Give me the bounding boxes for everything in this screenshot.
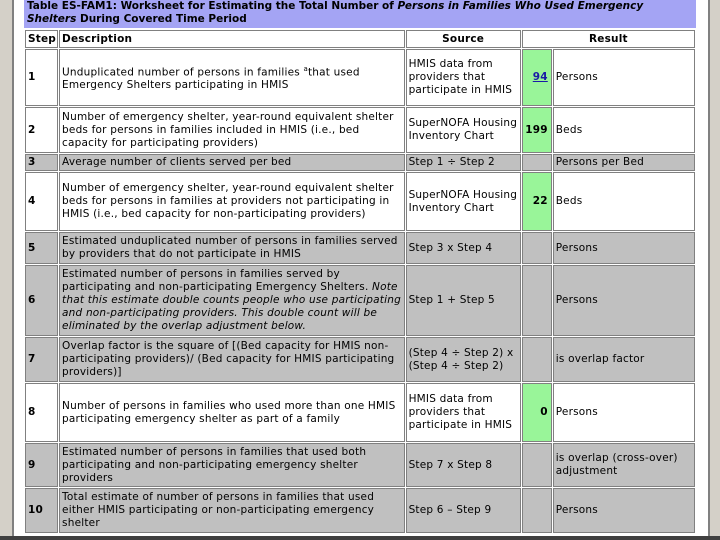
- step-description: [59, 337, 405, 382]
- header-step: Step: [25, 30, 58, 48]
- title-suffix: During Covered Time Period: [76, 13, 247, 25]
- result-unit: Persons per Bed: [553, 154, 695, 171]
- result-value: [522, 488, 552, 533]
- header-result: Result: [522, 30, 695, 48]
- step-description: [59, 488, 405, 533]
- table-title: [24, 0, 696, 28]
- result-value: [522, 154, 552, 171]
- result-unit: is overlap (cross-over) adjustment: [553, 443, 695, 487]
- step-description: [59, 265, 405, 336]
- header-row: [25, 30, 695, 48]
- step-source: Step 1 ÷ Step 2: [406, 154, 521, 171]
- step-description: [59, 49, 405, 106]
- step-source: Step 7 x Step 8: [406, 443, 521, 487]
- step-source: Step 3 x Step 4: [406, 232, 521, 264]
- result-value[interactable]: 22: [522, 172, 552, 231]
- step-number: 7: [25, 337, 58, 382]
- step-description: [59, 172, 405, 231]
- step-number: 9: [25, 443, 58, 487]
- description-text: Estimated number of persons in families served by participating and non-participating Emergency Shelters.: [62, 268, 369, 293]
- step-number: 1: [25, 49, 58, 106]
- step-number: 8: [25, 383, 58, 442]
- step-source: HMIS data from providers that participate in HMIS: [406, 49, 521, 106]
- step-description: [59, 154, 405, 171]
- bottom-bar: [0, 536, 720, 540]
- result-unit: Persons: [553, 265, 695, 336]
- result-value-link[interactable]: 94: [532, 71, 548, 83]
- description-text: Number of emergency shelter, year-round equivalent shelter beds for persons in families included in HMIS (i.e., bed capacity for participating providers): [62, 110, 394, 149]
- table-row: [25, 337, 695, 382]
- table-row: [25, 383, 695, 442]
- header-source: Source: [406, 30, 521, 48]
- result-value: [522, 443, 552, 487]
- result-value: [522, 337, 552, 382]
- step-source: SuperNOFA Housing Inventory Chart: [406, 172, 521, 231]
- step-number: 6: [25, 265, 58, 336]
- step-number: 2: [25, 107, 58, 153]
- step-source: Step 6 – Step 9: [406, 488, 521, 533]
- result-value: [522, 265, 552, 336]
- step-number: 4: [25, 172, 58, 231]
- result-unit: is overlap factor: [553, 337, 695, 382]
- description-text: Unduplicated number of persons in families: [62, 66, 304, 79]
- step-source: (Step 4 ÷ Step 2) x (Step 4 ÷ Step 2): [406, 337, 521, 382]
- description-text: Number of persons in families who used more than one HMIS participating emergency shelter as part of a family: [62, 399, 396, 425]
- description-text-cont: that used Emergency Shelters participating in HMIS: [62, 66, 360, 92]
- worksheet-table: [24, 29, 696, 534]
- title-text: Table ES-FAM1: Worksheet for Estimating the Total Number of: [27, 0, 398, 12]
- table-row: [25, 488, 695, 533]
- step-number: 3: [25, 154, 58, 171]
- result-value[interactable]: [522, 49, 552, 106]
- result-unit: Beds: [553, 172, 695, 231]
- description-text: Estimated unduplicated number of persons in families served by providers that do not participate in HMIS: [62, 235, 398, 260]
- title-italic: Persons in Families Who Used Emergency Shelters: [27, 0, 644, 25]
- step-description: [59, 107, 405, 153]
- table-row: [25, 49, 695, 106]
- step-number: 5: [25, 232, 58, 264]
- footnote-marker: a: [303, 64, 308, 73]
- result-value[interactable]: 0: [522, 383, 552, 442]
- description-note: Note that this estimate double counts people who use participating and non-participating providers. This double count will be eliminated by the overlap adjustment below.: [62, 281, 401, 332]
- table-row: [25, 107, 695, 153]
- table-row: [25, 172, 695, 231]
- table-row: [25, 443, 695, 487]
- description-text: Number of emergency shelter, year-round equivalent shelter beds for persons in families at providers not participating in HMIS (i.e., bed capacity for non-participating providers): [62, 182, 394, 220]
- step-source: Step 1 + Step 5: [406, 265, 521, 336]
- header-description: Description: [59, 30, 405, 48]
- result-unit: Beds: [553, 107, 695, 153]
- step-source: SuperNOFA Housing Inventory Chart: [406, 107, 521, 153]
- table-row: [25, 232, 695, 264]
- result-value[interactable]: 199: [522, 107, 552, 153]
- description-text: Total estimate of number of persons in families that used either HMIS participating or non-participating emergency shelter: [62, 491, 375, 529]
- description-text: Average number of clients served per bed: [62, 156, 292, 168]
- description-text: Overlap factor is the square of [(Bed capacity for HMIS non-participating providers)/ (Bed capacity for HMIS participating providers)]: [62, 340, 395, 378]
- result-unit: Persons: [553, 49, 695, 106]
- table-row: [25, 265, 695, 336]
- result-value: [522, 232, 552, 264]
- step-source: HMIS data from providers that participate in HMIS: [406, 383, 521, 442]
- step-description: [59, 443, 405, 487]
- result-unit: Persons: [553, 232, 695, 264]
- result-unit: Persons: [553, 488, 695, 533]
- description-text: Estimated number of persons in families that used both participating and non-participating emergency shelter providers: [62, 445, 367, 484]
- step-description: [59, 232, 405, 264]
- step-number: 10: [25, 488, 58, 533]
- result-unit: Persons: [553, 383, 695, 442]
- table-row: [25, 154, 695, 171]
- step-description: [59, 383, 405, 442]
